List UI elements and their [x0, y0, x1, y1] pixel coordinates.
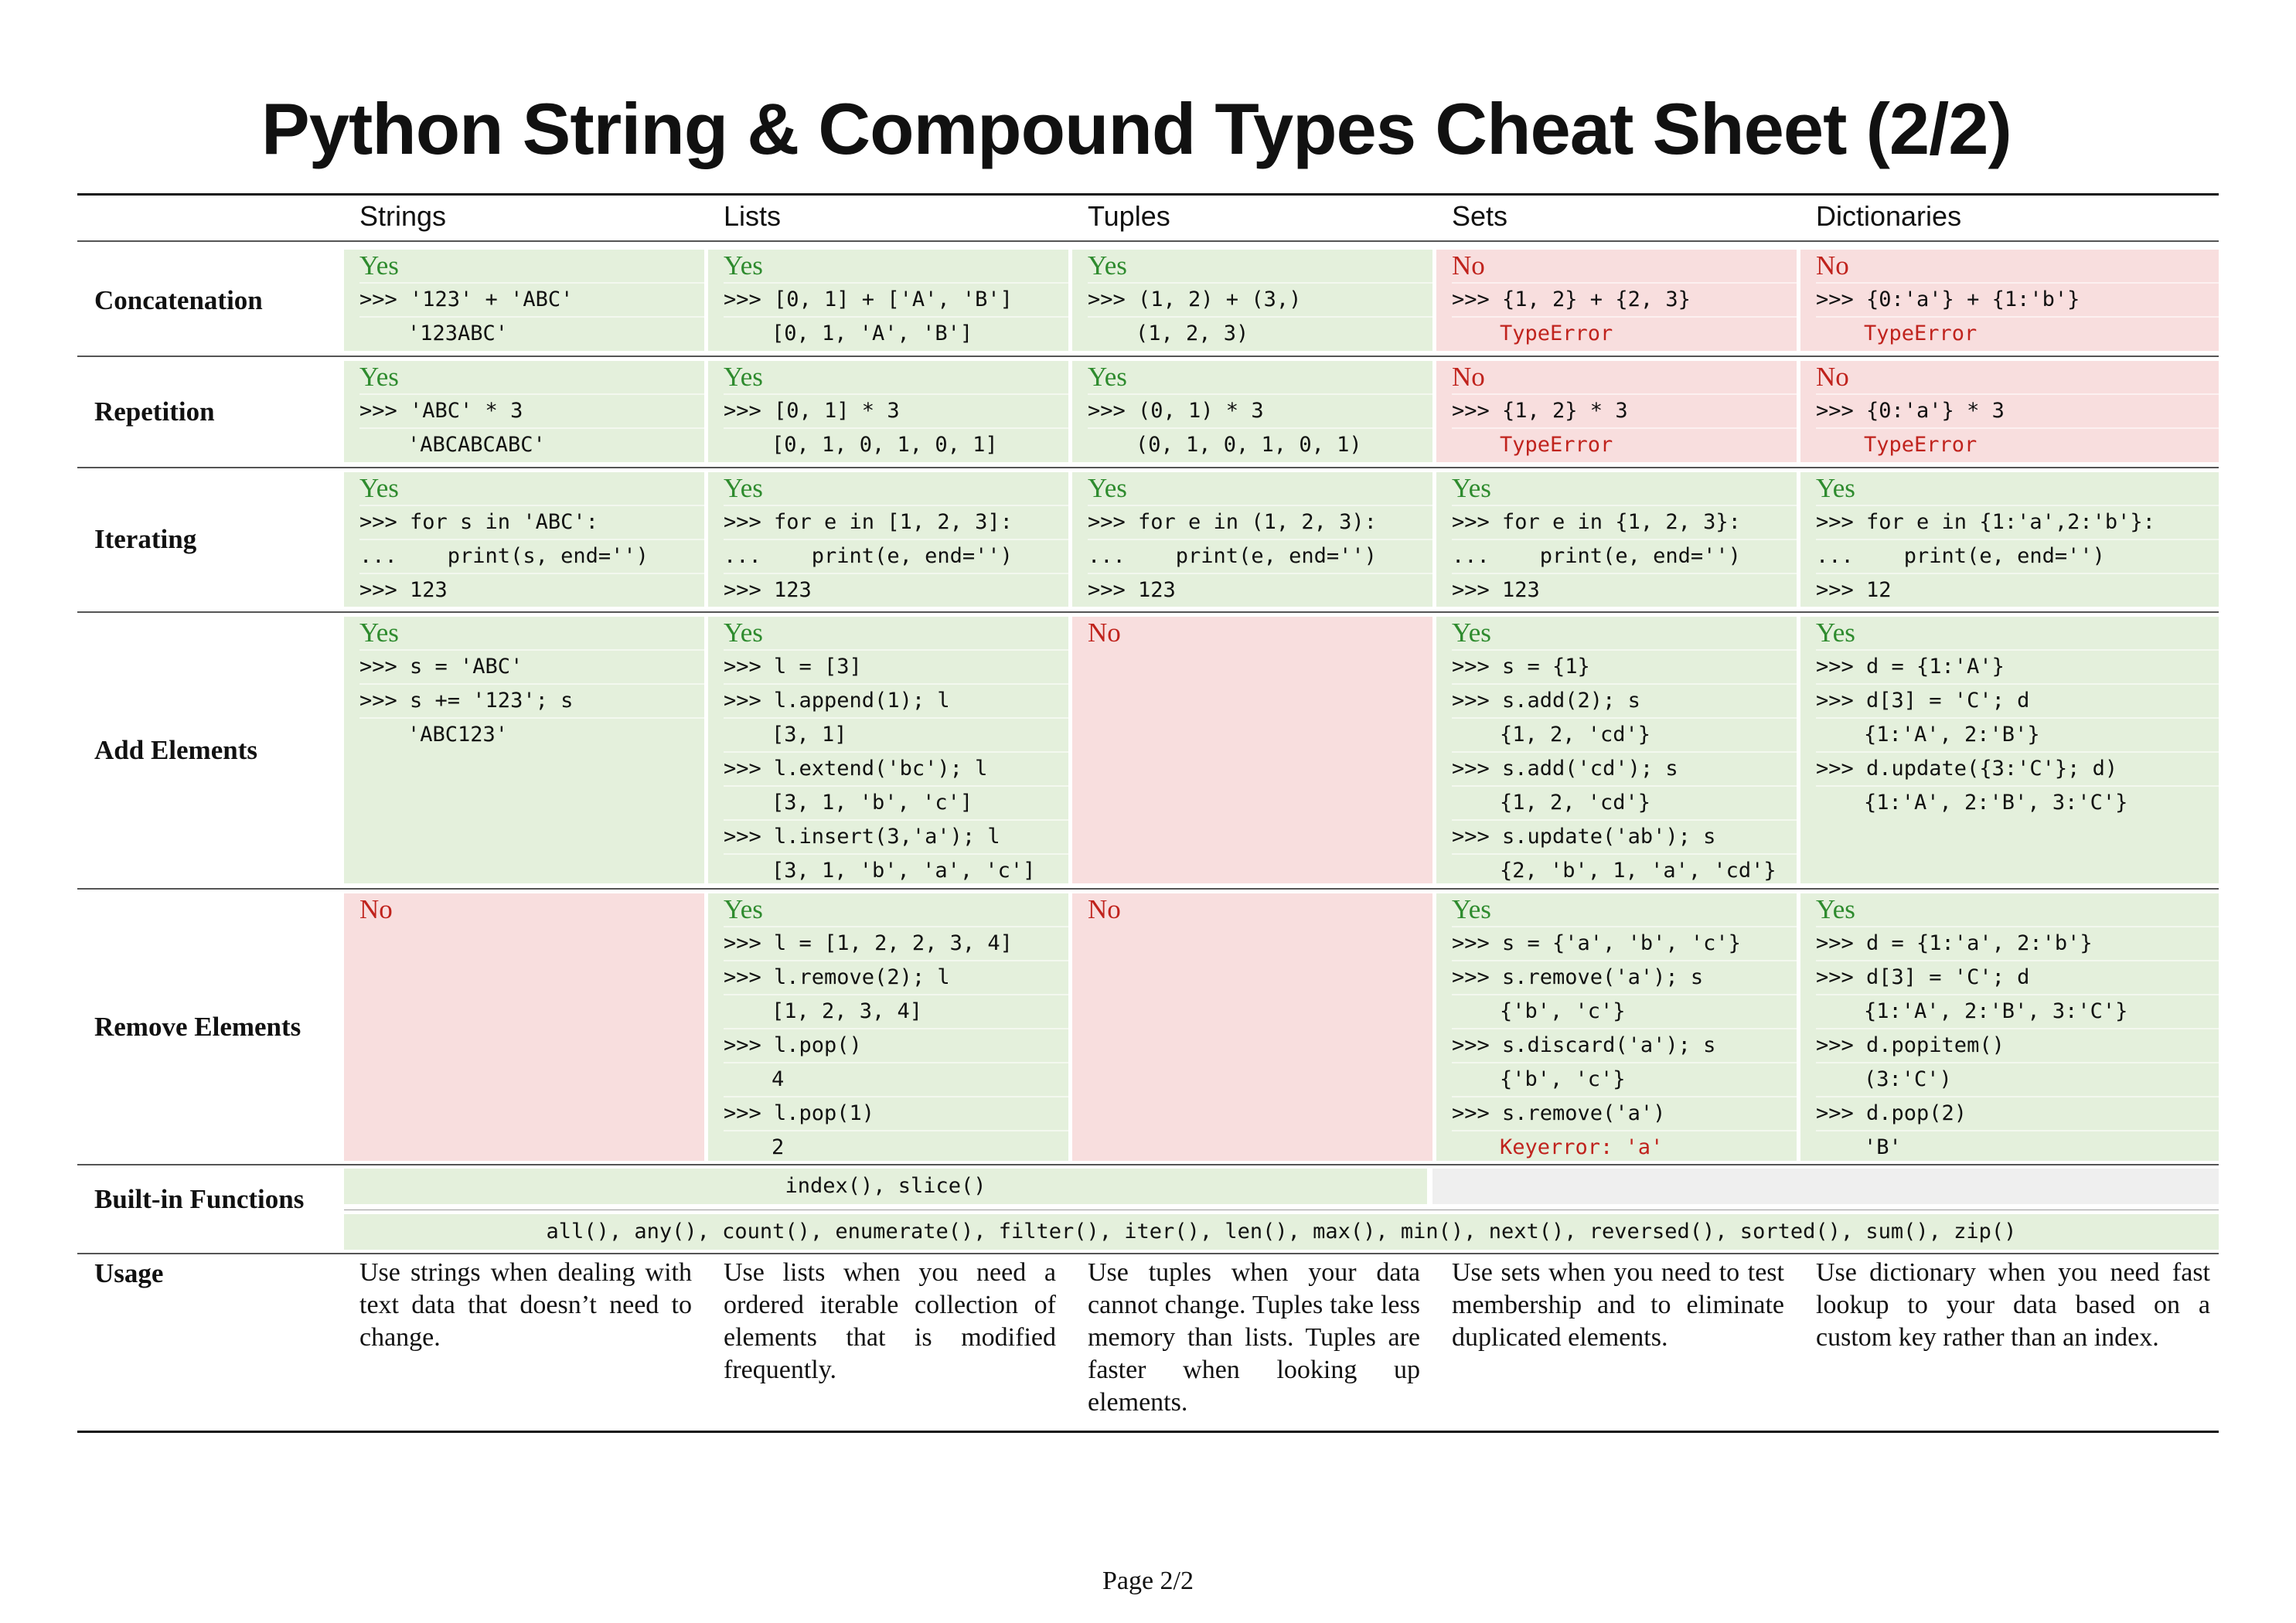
status-no: No — [1088, 894, 1121, 924]
cell-concatenation-lists — [708, 250, 1068, 351]
row-label-usage: Usage — [94, 1258, 164, 1288]
code-line: >>> (0, 1) * 3 — [1088, 395, 1432, 429]
status-yes: Yes — [359, 617, 704, 651]
status-yes: Yes — [1452, 472, 1797, 506]
status-yes: Yes — [359, 472, 704, 506]
row-divider — [77, 1164, 2219, 1165]
cell-iterating-tuples — [1072, 472, 1432, 607]
code-line: >>> l.extend('bc'); l — [724, 753, 1068, 787]
column-header-strings: Strings — [359, 200, 447, 232]
output-line: [3, 1, 'b', 'c'] — [724, 787, 1068, 821]
code-line: >>> 'ABC' * 3 — [359, 395, 704, 429]
row-divider — [77, 467, 2219, 468]
status-yes: Yes — [1816, 472, 2219, 506]
code-line: >>> 123 — [1088, 578, 1176, 602]
column-header-tuples: Tuples — [1088, 200, 1170, 232]
code-line: >>> l.append(1); l — [724, 685, 1068, 719]
code-line: >>> l.pop(1) — [724, 1097, 1068, 1131]
status-yes: Yes — [1088, 361, 1432, 395]
code-line: >>> d = {1:'A'} — [1816, 651, 2219, 685]
cell-remove-elements-sets — [1436, 893, 1797, 1161]
code-line: >>> s = {1} — [1452, 651, 1797, 685]
row-label-builtins: Built-in Functions — [94, 1184, 305, 1214]
status-no: No — [1088, 618, 1121, 648]
code-line: >>> s.discard('a'); s — [1452, 1029, 1797, 1063]
code-line: >>> (1, 2) + (3,) — [1088, 284, 1432, 318]
status-yes: Yes — [1452, 893, 1797, 927]
header-rule — [77, 240, 2219, 242]
code-line: >>> 12 — [1816, 578, 1892, 602]
cell-remove-elements-dictionaries — [1800, 893, 2219, 1161]
code-line: >>> {0:'a'} * 3 — [1816, 395, 2219, 429]
status-no: No — [1452, 250, 1797, 284]
code-line: >>> s.remove('a'); s — [1452, 961, 1797, 995]
code-line: >>> {1, 2} * 3 — [1452, 395, 1797, 429]
code-line: >>> 123 — [724, 578, 812, 602]
output-line: [0, 1, 'A', 'B'] — [772, 322, 973, 345]
cell-iterating-strings — [344, 472, 704, 607]
status-no: No — [1816, 250, 2219, 284]
output-line: 2 — [772, 1135, 785, 1159]
code-line: >>> for e in {1, 2, 3}: — [1452, 506, 1797, 540]
code-line: >>> for e in [1, 2, 3]: — [724, 506, 1068, 540]
output-line: (0, 1, 0, 1, 0, 1) — [1136, 433, 1362, 457]
code-line: >>> for e in {1:'a',2:'b'}: — [1816, 506, 2219, 540]
row-divider — [77, 888, 2219, 890]
code-line: >>> l = [3] — [724, 651, 1068, 685]
cell-concatenation-tuples — [1072, 250, 1432, 351]
output-line: {1, 2, 'cd'} — [1452, 787, 1797, 821]
builtins-sequence-only-empty — [1432, 1169, 2219, 1204]
code-line: >>> d.update({3:'C'}; d) — [1816, 753, 2219, 787]
cell-add-elements-sets — [1436, 617, 1797, 883]
output-line: {1:'A', 2:'B', 3:'C'} — [1864, 791, 2128, 815]
cell-repetition-sets — [1436, 361, 1797, 462]
cell-add-elements-lists — [708, 617, 1068, 883]
output-line: {'b', 'c'} — [1452, 995, 1797, 1029]
status-no: No — [1452, 361, 1797, 395]
cell-repetition-dictionaries — [1800, 361, 2219, 462]
cell-concatenation-dictionaries — [1800, 250, 2219, 351]
usage-strings: Use strings when dealing with text data that doesn’t need to change. — [359, 1258, 692, 1352]
cell-concatenation-sets — [1436, 250, 1797, 351]
error-output: TypeError — [1500, 433, 1613, 457]
code-line: >>> d[3] = 'C'; d — [1816, 685, 2219, 719]
error-output: TypeError — [1500, 322, 1613, 345]
row-label-remove-elements: Remove Elements — [94, 1012, 301, 1042]
code-line: >>> d = {1:'a', 2:'b'} — [1816, 927, 2219, 961]
code-line: >>> s += '123'; s — [359, 685, 704, 719]
cell-repetition-lists — [708, 361, 1068, 462]
output-line: {1, 2, 'cd'} — [1452, 719, 1797, 753]
usage-tuples: Use tuples when your data cannot change. Tuples take less memory than lists. Tuples are faster when looking up elements. — [1088, 1258, 1420, 1417]
output-line: 'ABCABCABC' — [407, 433, 546, 457]
column-header-lists: Lists — [724, 200, 782, 232]
output-line: (3:'C') — [1816, 1063, 2219, 1097]
cell-remove-elements-lists — [708, 893, 1068, 1161]
cell-remove-elements-strings — [344, 893, 704, 1161]
output-line: {'b', 'c'} — [1452, 1063, 1797, 1097]
code-line: >>> d[3] = 'C'; d — [1816, 961, 2219, 995]
status-yes: Yes — [1088, 250, 1432, 284]
status-no: No — [359, 894, 393, 924]
code-line: >>> l = [1, 2, 2, 3, 4] — [724, 927, 1068, 961]
code-line: >>> {1, 2} + {2, 3} — [1452, 284, 1797, 318]
code-line: >>> for e in (1, 2, 3): — [1088, 506, 1432, 540]
code-line: >>> 123 — [359, 578, 448, 602]
status-yes: Yes — [724, 617, 1068, 651]
output-line: {1:'A', 2:'B'} — [1816, 719, 2219, 753]
code-line: >>> s = {'a', 'b', 'c'} — [1452, 927, 1797, 961]
usage-rule — [77, 1253, 2219, 1254]
column-header-sets: Sets — [1452, 200, 1508, 232]
status-yes: Yes — [1816, 617, 2219, 651]
cell-add-elements-strings — [344, 617, 704, 883]
status-yes: Yes — [724, 250, 1068, 284]
code-line: ... print(e, end='') — [724, 540, 1068, 574]
cell-add-elements-tuples — [1072, 617, 1432, 883]
bottom-rule — [77, 1431, 2219, 1433]
cell-remove-elements-tuples — [1072, 893, 1432, 1161]
output-line: 4 — [724, 1063, 1068, 1097]
cell-iterating-dictionaries — [1800, 472, 2219, 607]
output-line: [1, 2, 3, 4] — [724, 995, 1068, 1029]
row-label-concatenation: Concatenation — [94, 284, 263, 315]
top-rule — [77, 193, 2219, 196]
code-line: ... print(s, end='') — [359, 540, 704, 574]
status-yes: Yes — [359, 361, 704, 395]
output-line: [0, 1, 0, 1, 0, 1] — [772, 433, 998, 457]
usage-sets: Use sets when you need to test membership and to eliminate duplicated elements. — [1452, 1258, 1784, 1352]
builtins-sequence-only: index(), slice() — [344, 1169, 1427, 1204]
row-label-repetition: Repetition — [94, 396, 215, 427]
code-line: >>> s.remove('a') — [1452, 1097, 1797, 1131]
output-line: {2, 'b', 1, 'a', 'cd'} — [1500, 859, 1777, 883]
row-divider — [77, 356, 2219, 357]
code-line: >>> [0, 1] + ['A', 'B'] — [724, 284, 1068, 318]
cell-concatenation-strings — [344, 250, 704, 351]
builtins-all-types: all(), any(), count(), enumerate(), filter(), iter(), len(), max(), min(), next(), reversed(), sorted(), sum(), zip() — [344, 1214, 2219, 1250]
error-output: Keyerror: 'a' — [1500, 1135, 1664, 1159]
column-header-dictionaries: Dictionaries — [1816, 200, 1962, 232]
output-line: 'B' — [1864, 1135, 1902, 1159]
usage-dictionaries: Use dictionary when you need fast lookup to your data based on a custom key rather than an index. — [1816, 1258, 2210, 1352]
error-output: TypeError — [1864, 322, 1977, 345]
code-line: >>> {0:'a'} + {1:'b'} — [1816, 284, 2219, 318]
status-yes: Yes — [724, 472, 1068, 506]
code-line: ... print(e, end='') — [1816, 540, 2219, 574]
code-line: ... print(e, end='') — [1452, 540, 1797, 574]
status-yes: Yes — [1816, 893, 2219, 927]
code-line: >>> s.add('cd'); s — [1452, 753, 1797, 787]
code-line: >>> s.add(2); s — [1452, 685, 1797, 719]
error-output: TypeError — [1864, 433, 1977, 457]
code-line: >>> [0, 1] * 3 — [724, 395, 1068, 429]
cell-repetition-strings — [344, 361, 704, 462]
code-line: >>> s = 'ABC' — [359, 651, 704, 685]
usage-lists: Use lists when you need a ordered iterable collection of elements that is modified frequently. — [724, 1258, 1056, 1384]
output-line: {1:'A', 2:'B', 3:'C'} — [1816, 995, 2219, 1029]
cell-add-elements-dictionaries — [1800, 617, 2219, 883]
status-yes: Yes — [724, 361, 1068, 395]
status-yes: Yes — [724, 893, 1068, 927]
status-no: No — [1816, 361, 2219, 395]
status-yes: Yes — [1452, 617, 1797, 651]
page-title: Python String & Compound Types Cheat Sheet (2/2) — [261, 88, 2012, 169]
cell-iterating-lists — [708, 472, 1068, 607]
code-line: >>> 123 — [1452, 578, 1540, 602]
code-line: >>> l.insert(3,'a'); l — [724, 821, 1068, 855]
cell-iterating-sets — [1436, 472, 1797, 607]
code-line: >>> s.update('ab'); s — [1452, 821, 1797, 855]
cell-repetition-tuples — [1072, 361, 1432, 462]
code-line: >>> d.popitem() — [1816, 1029, 2219, 1063]
status-yes: Yes — [359, 250, 704, 284]
row-label-iterating: Iterating — [94, 524, 197, 554]
code-line: >>> '123' + 'ABC' — [359, 284, 704, 318]
row-label-add-elements: Add Elements — [94, 734, 257, 765]
output-line: 'ABC123' — [407, 723, 509, 747]
output-line: (1, 2, 3) — [1136, 322, 1249, 345]
output-line: [3, 1] — [724, 719, 1068, 753]
code-line: ... print(e, end='') — [1088, 540, 1432, 574]
code-line: >>> for s in 'ABC': — [359, 506, 704, 540]
code-line: >>> l.remove(2); l — [724, 961, 1068, 995]
row-divider — [77, 611, 2219, 613]
output-line: '123ABC' — [407, 322, 509, 345]
output-line: [3, 1, 'b', 'a', 'c'] — [772, 859, 1036, 883]
page-number: Page 2/2 — [1102, 1567, 1194, 1595]
status-yes: Yes — [1088, 472, 1432, 506]
code-line: >>> l.pop() — [724, 1029, 1068, 1063]
code-line: >>> d.pop(2) — [1816, 1097, 2219, 1131]
